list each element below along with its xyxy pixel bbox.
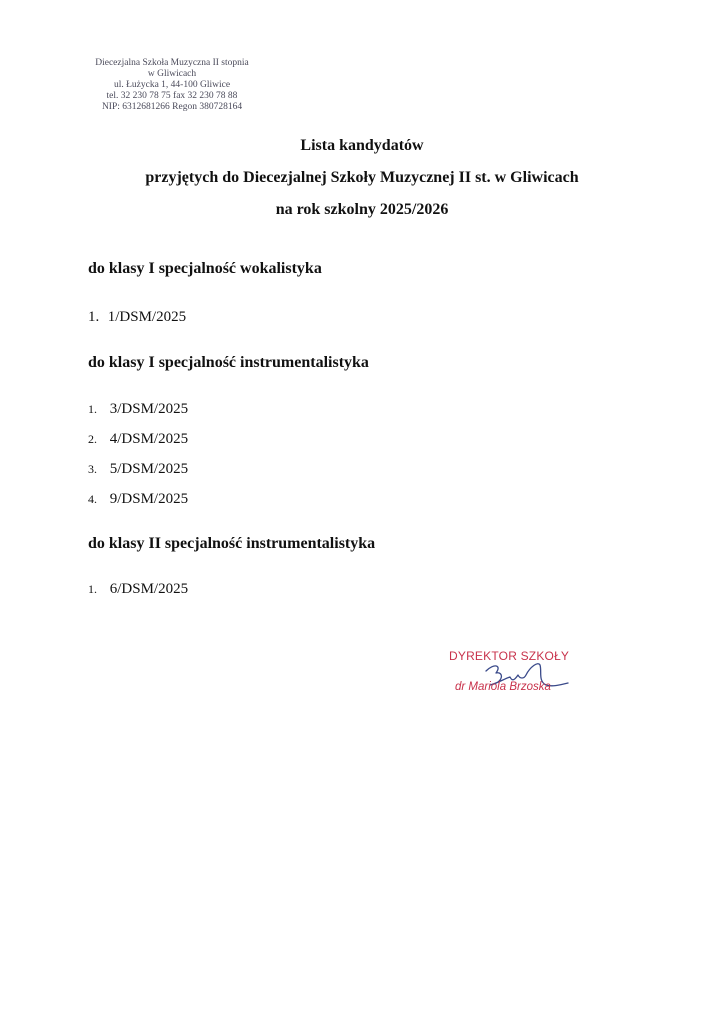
candidate-list-instrumental-class-2: [88, 579, 188, 609]
list-item-number: 4.: [88, 492, 97, 506]
school-stamp: [72, 58, 272, 113]
document-title: Lista kandydatów: [300, 137, 424, 154]
candidate-code: 1/DSM/2025: [107, 309, 187, 325]
list-item: [88, 429, 188, 459]
candidate-code: 3/DSM/2025: [109, 401, 189, 417]
candidate-code: 9/DSM/2025: [109, 491, 189, 507]
list-item-number: 2.: [88, 432, 97, 446]
school-year: na rok szkolny 2025/2026: [275, 201, 449, 218]
section-heading-vocal-class-1: do klasy I specjalność wokalistyka: [88, 260, 322, 277]
list-item: [88, 399, 188, 429]
candidate-list-vocal-class-1: [88, 307, 186, 337]
list-item-number: 1.: [88, 582, 97, 596]
list-item-number: 1.: [88, 309, 100, 325]
stamp-line-tax-ids: NIP: 6312681266 Regon 380728164: [101, 102, 243, 112]
candidate-code: 5/DSM/2025: [109, 461, 189, 477]
director-name: dr Mariola Brzoska: [455, 681, 551, 693]
list-item: [88, 459, 188, 489]
list-item-number: 3.: [88, 462, 97, 476]
stamp-line-city: w Gliwicach: [147, 69, 197, 79]
list-item-number: 1.: [88, 402, 97, 416]
stamp-line-address: ul. Łużycka 1, 44-100 Gliwice: [113, 80, 231, 90]
section-heading-instrumental-class-2: do klasy II specjalność instrumentalistyka: [88, 535, 376, 552]
stamp-line-school-name: Diecezjalna Szkoła Muzyczna II stopnia: [95, 58, 249, 68]
list-item: [88, 489, 188, 519]
director-stamp: [430, 649, 590, 699]
candidate-code: 6/DSM/2025: [109, 581, 189, 597]
director-role: DYREKTOR SZKOŁY: [449, 649, 570, 663]
candidate-code: 4/DSM/2025: [109, 431, 189, 447]
document-subtitle: przyjętych do Diecezjalnej Szkoły Muzycznej II st. w Gliwicach: [145, 169, 579, 186]
list-item: [88, 307, 186, 337]
section-heading-instrumental-class-1: do klasy I specjalność instrumentalistyka: [88, 354, 369, 371]
list-item: [88, 579, 188, 609]
stamp-line-phone: tel. 32 230 78 75 fax 32 230 78 88: [106, 91, 238, 101]
candidate-list-instrumental-class-1: [88, 399, 188, 519]
